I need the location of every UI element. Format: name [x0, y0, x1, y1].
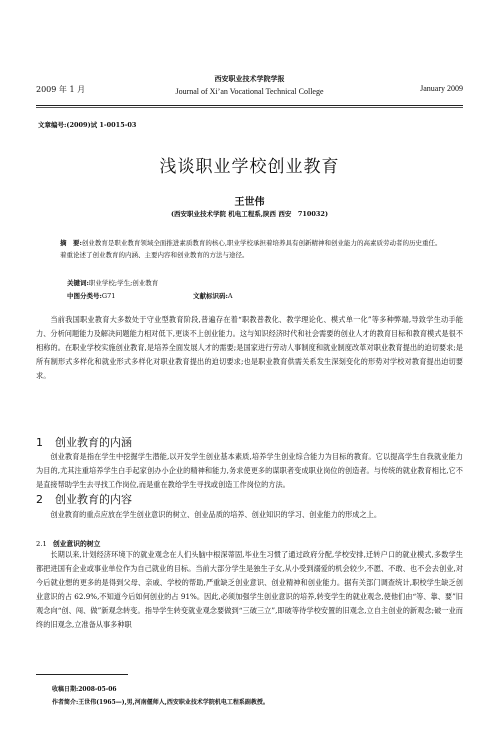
subsection-2-1-paragraph: 长期以来,计划经济环境下的就业观念在人们头脑中根深蒂固,毕业生习惯了通过政府分配,学校安排,迁转户口的就业模式,多数学生都把进国有企业或事业单位作为自己就业的目标。当前大部分学生是独生子女,从小受到溺爱的机会较少,不愿、不敢、也不会去创业,对今后就业想的更多的是得到父母、亲戚、学校的帮助,严重缺乏创业意识、创业精神和创业能力。据有关部门调查统计,职校学生缺乏创业意识的占 62.9%,不知道今后如何创业的占 91%。因此,必须加强学生创业意识的培养,转变学生的就业观念,使他们由“等、靠、要”旧观念向“创、闯、做”新观念转变。指导学生转变就业观念要做到“三破三立”,即破等待学校安置的旧观念,立自主创业的新观念;破一业而终的旧观念,立准备从事多种职	[36, 550, 463, 629]
running-header	[36, 74, 463, 104]
section-title: 创业教育的内涵	[55, 436, 132, 449]
section-2-paragraph: 创业教育的重点应放在学生创业意识的树立、创业品质的培养、创业知识的学习、创业能力的形成之上。	[50, 510, 382, 519]
section-title: 创业教育的内容	[55, 493, 132, 506]
abstract	[60, 238, 443, 261]
header-journal	[36, 74, 463, 96]
author-name: 王世伟	[234, 197, 265, 208]
footnote-received-date: 收稿日期:2008-05-06	[52, 686, 117, 693]
journal-name-cn: 西安职业技术学院学报	[214, 74, 285, 83]
section-heading-1	[36, 434, 132, 450]
header-date-cn: 2009 年 1 月	[36, 85, 86, 94]
subsection-number: 2.1	[36, 540, 47, 548]
header-rule-thick	[36, 105, 463, 106]
intro-paragraph: 当前我国职业教育大多数处于守业型教育阶段,普遍存在着“职教普教化、教学理论化、模式单一化”等多种弊端,导致学生动手能力、分析问题能力及解决问题能力相对低下,更谈不上创业能力。这与知识经济时代和社会需要的创业人才的教育目标和教育模式是很不相称的。在职业学校实施创业教育,是培养全面发展人才的需要;是国家进行劳动人事制度和就业制度改革对职业教育提出的迫切要求;是所有制形式多样化和就业形式多样化对职业教育提出的迫切要求;也是职业教育供需关系发生深刻变化的形势对学校对教育提出迫切要求。	[36, 315, 463, 380]
clc-label: 中图分类号:	[67, 292, 102, 300]
abstract-label: 摘 要:	[60, 239, 82, 247]
doc-code-value: A	[227, 292, 233, 300]
clc-number	[67, 291, 115, 300]
clc-value: G71	[101, 292, 116, 300]
section-heading-2	[36, 491, 132, 507]
header-date-en: January 2009	[420, 84, 463, 93]
footnote-rule	[36, 674, 128, 675]
header-rule-thin	[36, 107, 463, 108]
keywords	[67, 278, 158, 287]
keywords-label: 关键词:	[67, 279, 89, 287]
section-number: 2	[36, 493, 43, 506]
article-number: 文章编号:(2009)试 1-0015-03	[38, 121, 137, 129]
author-affiliation: (西安职业技术学院 机电工程系,陕西 西安 710032)	[170, 210, 329, 218]
keywords-text: 职业学校;学生;创业教育	[88, 279, 159, 287]
abstract-text: 创业教育是职业教育领域全面推进素质教育的核心,职业学校承担着培养具有创新精神和创业能力的高素质劳动者的历史重任。着重论述了创业教育的内涵、主要内容和创业教育的方法与途径。	[60, 239, 442, 259]
doc-code-label: 文献标识码:	[193, 292, 228, 300]
article-title: 浅谈职业学校创业教育	[159, 157, 340, 177]
footnote-author-bio: 作者简介:王世伟(1965—),男,河南偃师人,西安职业技术学院机电工程系副教授。	[52, 699, 269, 706]
section-number: 1	[36, 436, 43, 449]
document-code	[193, 291, 233, 300]
section-1-paragraph: 创业教育是指在学生中挖掘学生潜能,以开发学生创业基本素质,培养学生创业综合能力为目标的教育。它以提高学生自我就业能力为目的,尤其注重培养学生白手起家创办小企业的精神和能力,务求使更多的谋职者变成职业岗位的创造者。与传统的就业教育相比,它不是直接帮助学生去寻找工作岗位,而是重在教给学生寻找或创造工作岗位的方法。	[36, 452, 463, 489]
subsection-title: 创业意识的树立	[52, 540, 101, 548]
subsection-heading-2-1	[36, 538, 100, 548]
journal-name-en: Journal of Xi’an Vocational Technical College	[175, 87, 324, 96]
